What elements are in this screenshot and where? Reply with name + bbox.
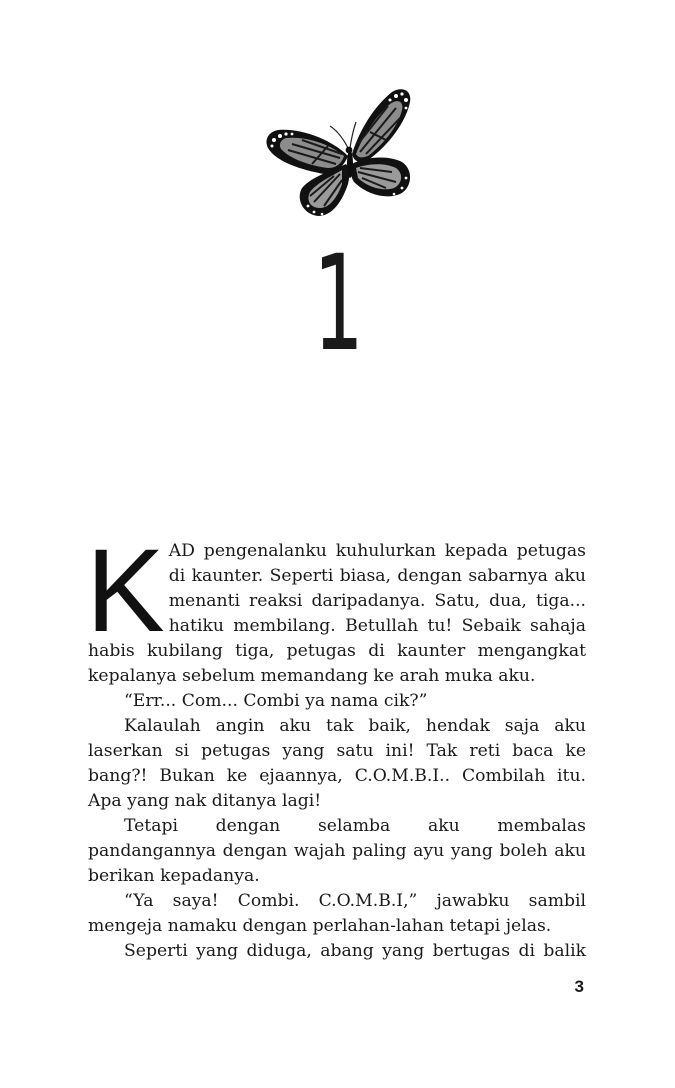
- body-text: [86, 525, 586, 964]
- butterfly-icon: [262, 84, 414, 220]
- opening-paragraph: [86, 525, 586, 689]
- paragraph: Tetapi dengan selamba aku membalas pandangannya dengan wajah paling ayu yang boleh aku berikan kepadanya.: [88, 816, 586, 886]
- chapter-number: 1: [313, 227, 364, 381]
- paragraph: Seperti yang diduga, abang yang bertugas di balik: [124, 941, 586, 961]
- paragraph: Kalaulah angin aku tak baik, hendak saja aku laserkan si petugas yang satu ini! Tak reti baca ke bang?! Bukan ke ejaannya, C.O.M.B.I.. Combilah itu. Apa yang nak ditanya lagi!: [88, 716, 586, 811]
- paragraph: “Err... Com... Combi ya nama cik?”: [124, 691, 428, 711]
- paragraph: “Ya saya! Combi. C.O.M.B.I,” jawabku sambil mengeja namaku dengan perlahan-lahan tetapi jelas.: [88, 891, 586, 936]
- opening-paragraph-text: AD pengenalanku kuhulurkan kepada petugas di kaunter. Seperti biasa, dengan sabarnya aku menanti reaksi daripadanya. Satu, dua, tiga... hatiku membilang. Betullah tu! Sebaik sahaja habis kubilang tiga, petugas di kaunter mengangkat kepalanya sebelum memandang ke arah muka aku.: [88, 541, 586, 686]
- drop-cap: K: [86, 525, 163, 657]
- page-number: 3: [574, 977, 584, 996]
